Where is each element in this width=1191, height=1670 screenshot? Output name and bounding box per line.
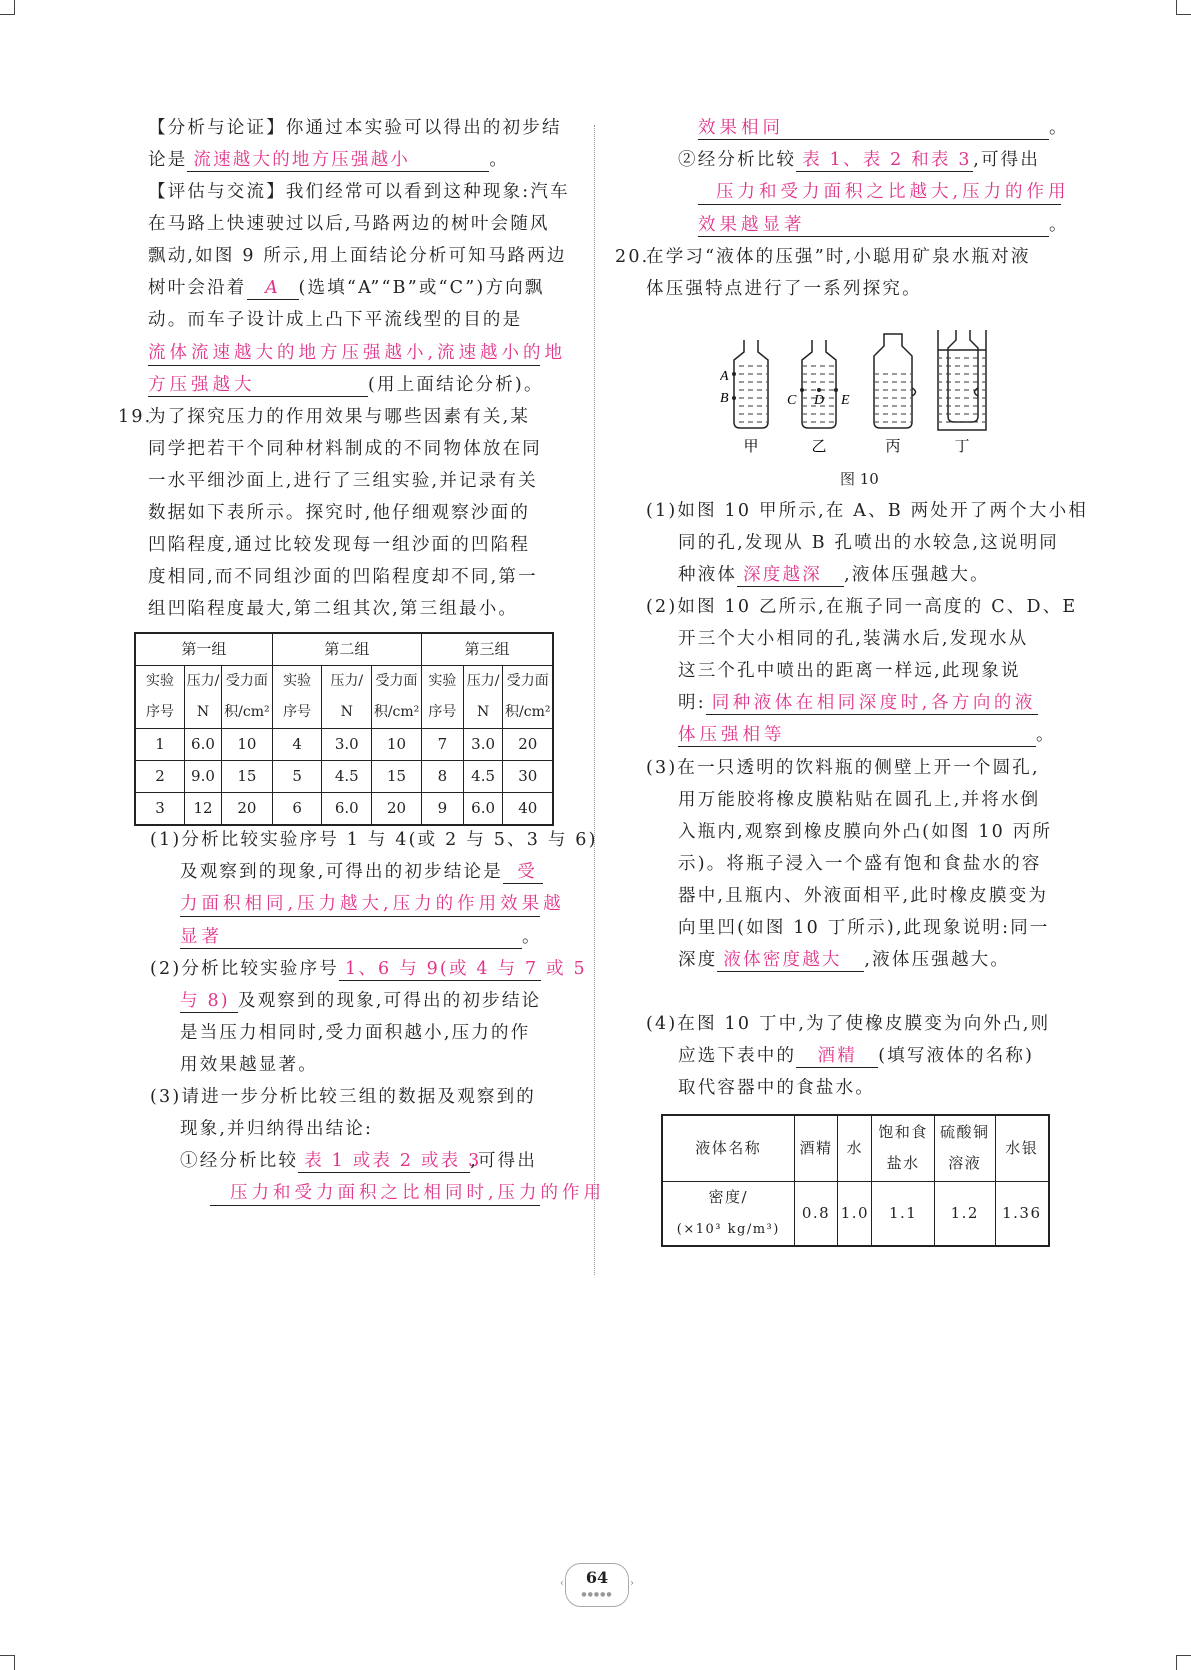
text-line: 体压强特点进行了一系列探究。	[646, 279, 922, 299]
group-header: 第三组	[422, 633, 553, 666]
text-line	[698, 116, 1069, 140]
row-header: 液体名称	[662, 1115, 794, 1181]
text: 及观察到的现象,可得出的初步结论	[238, 991, 542, 1011]
figure-label-bing: 丙	[885, 437, 901, 455]
text: ②经分析比较	[678, 150, 797, 170]
table-cell: 4.5	[463, 761, 503, 793]
question-number: 20.	[615, 247, 650, 267]
point-label-d: D	[814, 393, 825, 408]
table-cell: 40	[503, 793, 553, 826]
text-line: 为了探究压力的作用效果与哪些因素有关,某	[148, 407, 531, 427]
text: ①经分析比较	[180, 1151, 299, 1171]
analysis-label: 【分析与论证】	[148, 118, 286, 138]
table-cell: 9.0	[185, 761, 222, 793]
text: 。	[1049, 118, 1069, 138]
col-header	[221, 666, 272, 729]
text: 树叶会沿着	[148, 278, 247, 298]
text-line: (2)如图 10 乙所示,在瓶子同一高度的 C、D、E	[646, 597, 1078, 617]
text-line: 同学把若干个同种材料制成的不同物体放在同	[148, 439, 542, 459]
eval-answer-2-cont: 方压强越大	[148, 374, 368, 397]
table-cell: 3.0	[322, 729, 372, 761]
table-cell: 15	[372, 761, 422, 793]
text-line	[180, 989, 541, 1013]
group-header: 第一组	[135, 633, 272, 666]
column-header-row	[135, 666, 553, 729]
crop-mark	[0, 1655, 15, 1670]
t: 序号	[283, 704, 312, 720]
analysis-answer-line	[148, 148, 509, 172]
text-line: (3)请进一步分析比较三组的数据及观察到的	[150, 1087, 536, 1107]
figure-label-ding: 丁	[954, 437, 970, 455]
text: ,液体压强越大。	[844, 565, 990, 585]
text-line: 数据如下表所示。探究时,他仔细观察沙面的	[148, 503, 531, 523]
t: 受力面	[225, 673, 268, 689]
table-cell: 5	[272, 761, 322, 793]
t: 压力/	[466, 673, 500, 689]
table-cell: 3	[135, 793, 185, 826]
group-header-row	[135, 633, 553, 666]
text-line: 向里凹(如图 10 丁所示),此现象说明:同一	[678, 918, 1050, 938]
text-line: 组凹陷程度最大,第二组其次,第三组最小。	[148, 599, 519, 619]
row-header	[662, 1181, 794, 1246]
text-line	[678, 723, 1056, 747]
table-cell: 2	[135, 761, 185, 793]
point-label-a: A	[720, 369, 729, 384]
text-line	[698, 213, 1069, 237]
text: 。	[522, 927, 542, 947]
text-line: (1)如图 10 甲所示,在 A、B 两处开了两个大小相	[646, 501, 1088, 521]
text-line: (1)分析比较实验序号 1 与 4(或 2 与 5、3 与 6)	[150, 830, 598, 850]
text-line: 用效果越显著。	[180, 1055, 318, 1075]
table-cell: 12	[185, 793, 222, 826]
point-label-e: E	[841, 393, 850, 408]
point-label-b: B	[720, 391, 729, 406]
p3-answer-2: 压力和受力面积之比相同时,压力的作用	[210, 1181, 540, 1206]
text-line: 器中,且瓶内、外液面相平,此时橡皮膜变为	[678, 886, 1049, 906]
col-header	[503, 666, 553, 729]
t: 序号	[428, 704, 457, 720]
text: 。	[489, 150, 510, 170]
text-line: 现象,并归纳得出结论:	[180, 1119, 374, 1139]
t: N	[476, 704, 490, 720]
p1-answer-cont: 显著	[180, 926, 522, 949]
col-header	[422, 666, 464, 729]
t: 受力面	[506, 673, 549, 689]
table-cell: 8	[422, 761, 464, 793]
text-line: 是当压力相同时,受力面积越小,压力的作	[180, 1023, 531, 1043]
t: 积/cm²	[373, 704, 420, 720]
table-cell: 7	[422, 729, 464, 761]
text-line	[180, 1149, 537, 1173]
density-cell: 1.36	[995, 1181, 1049, 1246]
t: N	[196, 704, 210, 720]
density-cell: 1.1	[872, 1181, 935, 1246]
text-line: 开三个大小相同的孔,装满水后,发现水从	[678, 629, 1029, 649]
chevron-left-icon: ‹	[560, 1578, 564, 1589]
text-line	[678, 948, 1010, 972]
t: 积/cm²	[224, 704, 270, 720]
density-row	[662, 1181, 1049, 1246]
liquid-density-table	[661, 1114, 1050, 1247]
analysis-answer: 流速越大的地方压强越小	[187, 149, 489, 172]
text: 及观察到的现象,可得出的初步结论是	[180, 862, 503, 882]
col-header	[372, 666, 422, 729]
table-cell: 9	[422, 793, 464, 826]
p3-answer-2-cont: 效果相同	[698, 117, 1049, 140]
text: 种液体	[678, 565, 738, 585]
text: ,液体压强越大。	[864, 950, 1011, 970]
dots-decoration: ●●●●●	[581, 1591, 613, 1598]
s2-answer-cont: 体压强相等	[678, 724, 1036, 747]
chevron-right-icon: ›	[630, 1578, 634, 1589]
text-line	[678, 148, 1040, 172]
text-line	[678, 691, 1038, 715]
text: 。	[1036, 725, 1056, 745]
t: 积/cm²	[505, 704, 551, 720]
text-line: 示)。将瓶子浸入一个盛有饱和食盐水的容	[678, 854, 1042, 874]
text-line	[678, 1044, 1034, 1068]
text-line	[148, 276, 545, 300]
table-cell: 20	[372, 793, 422, 826]
eval-label: 【评估与交流】	[148, 182, 286, 202]
text: (用上面结论分析)。	[368, 375, 544, 395]
text-line	[180, 860, 543, 884]
table-cell: 6.0	[463, 793, 503, 826]
t: 盐水	[886, 1154, 920, 1173]
eval-answer-2: 流体流速越大的地方压强越小,流速越小的地	[148, 341, 540, 366]
p3-answer-3: 表 1、表 2 和表 3	[796, 149, 973, 172]
analysis-line	[148, 116, 562, 140]
page-number-badge	[560, 1563, 634, 1607]
table-cell: 6.0	[322, 793, 372, 826]
t: 水银	[1005, 1138, 1039, 1157]
crop-mark	[1176, 0, 1191, 15]
text-line	[150, 957, 587, 981]
text-line: 同的孔,发现从 B 孔喷出的水较急,这说明同	[678, 533, 1060, 553]
col-header	[322, 666, 372, 729]
table-cell: 10	[221, 729, 272, 761]
table-row	[135, 729, 553, 761]
t: 水	[846, 1138, 864, 1157]
figure-caption: 图 10	[840, 470, 879, 488]
p2-answer: 1、6 与 9(或 4 与 7 或 5	[339, 958, 541, 981]
col-header	[272, 666, 322, 729]
text-line: (3)在一只透明的饮料瓶的侧壁上开一个圆孔,	[646, 758, 1040, 778]
pressure-data-table	[134, 632, 554, 826]
figure-label-jia: 甲	[743, 437, 759, 455]
text: ,可得出	[973, 150, 1041, 170]
liquid-cell	[838, 1115, 872, 1181]
text-line	[678, 563, 990, 587]
text-line: 在学习“液体的压强”时,小聪用矿泉水瓶对液	[646, 247, 1031, 267]
text-line: 取代容器中的食盐水。	[678, 1078, 875, 1098]
s1-answer: 深度越深	[737, 564, 844, 587]
t: 实验	[146, 673, 175, 689]
t: 受力面	[375, 673, 418, 689]
column-divider	[594, 125, 595, 1275]
liquid-cell	[995, 1115, 1049, 1181]
s3-answer: 液体密度越大	[717, 949, 864, 972]
point-label-c: C	[787, 393, 797, 408]
eval-line	[148, 180, 570, 204]
text-line: (4)在图 10 丁中,为了使橡皮膜变为向外凸,则	[646, 1014, 1051, 1034]
s2-answer: 同种液体在相同深度时,各方向的液	[706, 692, 1038, 715]
text: 你通过本实验可以得出的初步结	[285, 118, 562, 138]
col-header	[135, 666, 185, 729]
text: 论是	[148, 150, 188, 170]
t: 饱和食	[878, 1123, 928, 1142]
table-row	[135, 793, 553, 826]
figure-label-yi: 乙	[811, 437, 827, 455]
t: 溶液	[948, 1154, 982, 1173]
liquid-cell	[872, 1115, 935, 1181]
text-line: 入瓶内,观察到橡皮膜向外凸(如图 10 丙所	[678, 822, 1053, 842]
liquid-cell	[934, 1115, 995, 1181]
t: 密度/	[708, 1187, 749, 1206]
p3-answer-4: 压力和受力面积之比越大,压力的作用	[698, 180, 1061, 205]
density-cell: 1.0	[838, 1181, 872, 1246]
liquid-cell	[794, 1115, 838, 1181]
t: 硫酸铜	[940, 1123, 990, 1142]
text: 应选下表中的	[678, 1046, 797, 1066]
t: 实验	[283, 673, 312, 689]
table-cell: 6	[272, 793, 322, 826]
text-line: 这三个孔中喷出的距离一样远,此现象说	[678, 661, 1021, 681]
text: 深度	[678, 950, 718, 970]
text-line: 飘动,如图 9 所示,用上面结论分析可知马路两边	[148, 246, 567, 266]
density-cell: 0.8	[794, 1181, 838, 1246]
t: N	[340, 704, 353, 720]
text-line	[148, 373, 544, 397]
text: (2)分析比较实验序号	[150, 959, 339, 979]
col-header	[463, 666, 503, 729]
t: 实验	[428, 673, 457, 689]
text-line	[180, 925, 542, 949]
text-line: 动。而车子设计成上凸下平流线型的目的是	[148, 310, 523, 330]
table-cell: 10	[372, 729, 422, 761]
table-cell: 6.0	[185, 729, 222, 761]
t: 压力/	[330, 673, 364, 689]
liquid-name-row	[662, 1115, 1049, 1181]
text: ,可得出	[470, 1151, 538, 1171]
bottle-figure	[720, 330, 1000, 460]
text: 我们经常可以看到这种现象:汽车	[285, 182, 570, 202]
t: (×10³ kg/m³)	[676, 1221, 780, 1237]
s4-answer: 酒精	[796, 1045, 878, 1068]
table-cell: 20	[503, 729, 553, 761]
crop-mark	[1176, 1655, 1191, 1670]
t: 压力/	[186, 673, 220, 689]
text-line: 度相同,而不同组沙面的凹陷程度却不同,第一	[148, 567, 538, 587]
text: (填写液体的名称)	[878, 1046, 1035, 1066]
eval-answer-1: A	[247, 277, 299, 300]
density-cell: 1.2	[934, 1181, 995, 1246]
p1-answer-cont: 力面积相同,压力越大,压力的作用效果越	[180, 892, 540, 917]
text-line: 用万能胶将橡皮膜粘贴在圆孔上,并将水倒	[678, 790, 1041, 810]
p1-answer: 受	[503, 861, 543, 884]
group-header: 第二组	[272, 633, 421, 666]
table-cell: 15	[221, 761, 272, 793]
text-line: 在马路上快速驶过以后,马路两边的树叶会随风	[148, 214, 550, 234]
text: 。	[1049, 215, 1069, 235]
text-line: 一水平细沙面上,进行了三组实验,并记录有关	[148, 471, 538, 491]
table-cell: 30	[503, 761, 553, 793]
table-cell: 3.0	[463, 729, 503, 761]
table-row	[135, 761, 553, 793]
t: 酒精	[799, 1138, 833, 1157]
p2-answer-cont: 与 8)	[180, 990, 238, 1013]
table-cell: 4.5	[322, 761, 372, 793]
table-cell: 4	[272, 729, 322, 761]
question-number: 19.	[118, 407, 153, 427]
col-header	[185, 666, 222, 729]
table-cell: 20	[221, 793, 272, 826]
text: (选填“A”“B”或“C”)方向飘	[298, 278, 545, 298]
p3-answer-4-cont: 效果越显著	[698, 214, 1049, 237]
text-line: 凹陷程度,通过比较发现每一组沙面的凹陷程	[148, 535, 531, 555]
p3-answer-1: 表 1 或表 2 或表 3	[298, 1150, 470, 1173]
page-number: 64	[585, 1568, 609, 1587]
text: 明:	[678, 693, 706, 713]
t: 序号	[146, 704, 175, 720]
table-cell: 1	[135, 729, 185, 761]
crop-mark	[0, 0, 15, 15]
